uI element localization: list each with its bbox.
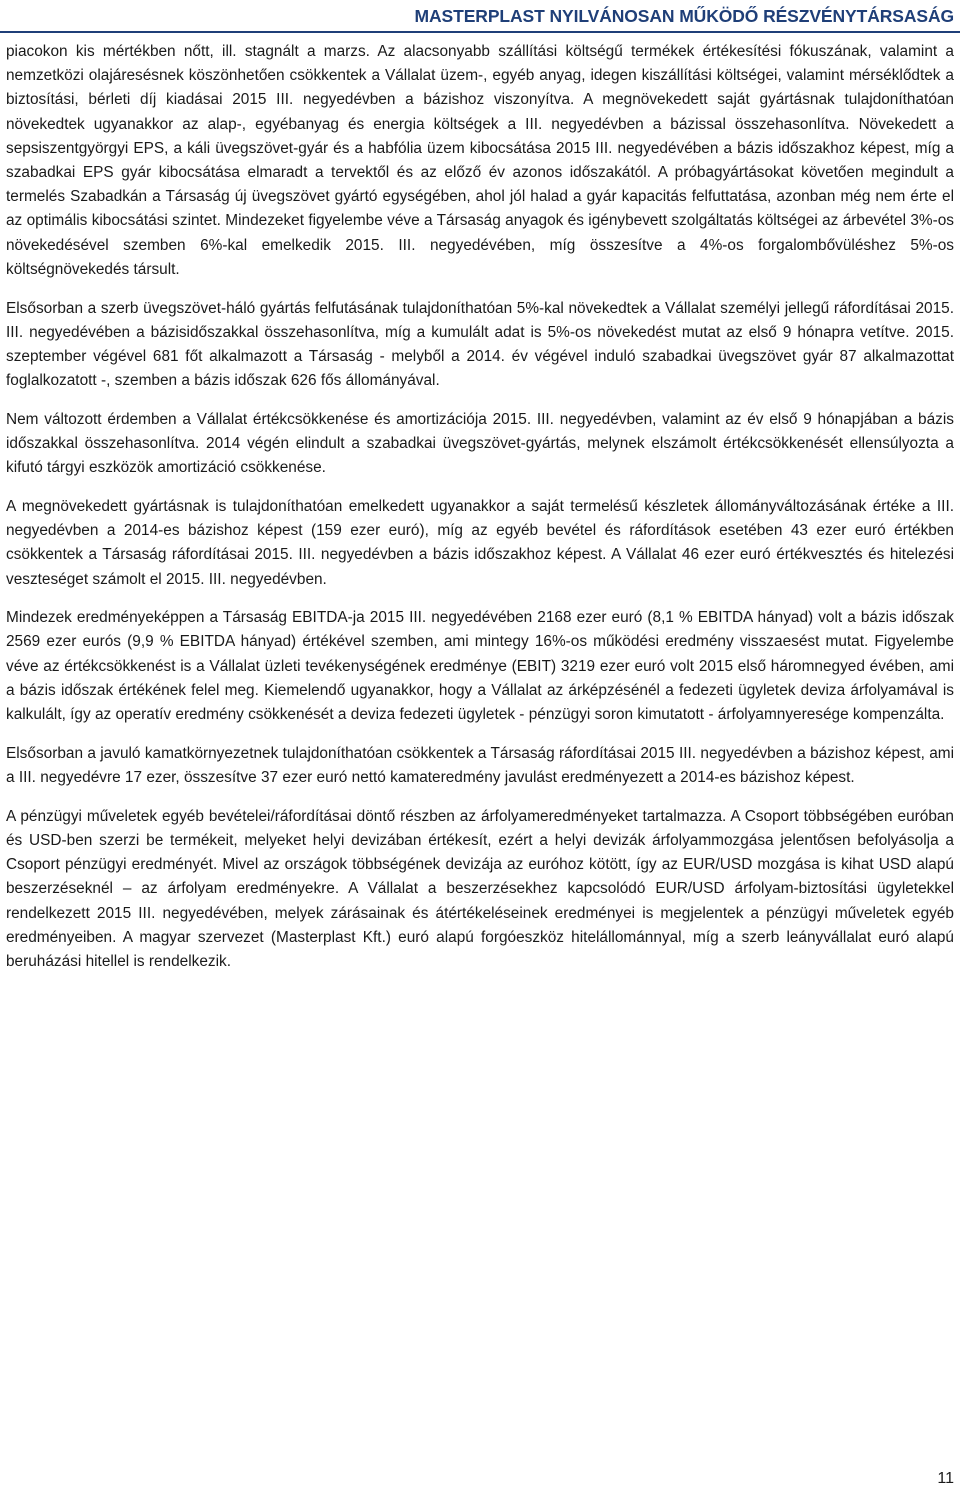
paragraph-depreciation: Nem változott érdemben a Vállalat értékcsökkenése és amortizációja 2015. III. negyedévben, valamint az év első 9 hónapjában a bázis időszakkal összehasonlítva. 2014 végén elindult a szabadkai üvegszövet-gyártás, melynek elszámolt értékcsökkenését ellensúlyozta a kifutó tárgyi eszközök amortizáció csökkenése. <box>6 410 954 477</box>
company-name: MASTERPLAST NYILVÁNOSAN MŰKÖDŐ RÉSZVÉNYTÁRSASÁG <box>414 6 954 26</box>
paragraph-materials-costs: piacokon kis mértékben nőtt, ill. stagnált a marzs. Az alacsonyabb szállítási költségű termékek értékesítési fókuszának, valamint a nemzetközi olajáresésnek köszönhetően csökkentek a Vállalat üzem-, egyéb anyag, idegen kiszállítási költségei, valamint mérséklődtek a biztosítási, bérleti díj kiadásai 2015 III. negyedévben a bázishoz viszonyítva. A megnövekedett saját gyártásnak tulajdoníthatóan növekedtek ugyanakkor az alap-, egyébanyag és energia költségek a III. negyedévben a bázissal összehasonlítva. Növekedett a sepsiszentgyörgyi EPS, a káli üvegszövet-gyár és a habfólia üzem kibocsátása 2015 III. negyedévében a bázis időszakhoz képest, míg a szabadkai EPS gyár kibocsátása elmaradt a tervektől és az előző év azonos időszakától. A próbagyártásokat követően megindult a termelés Szabadkán a Társaság új üvegszövet gyártó egységében, ahol jól halad a gyár kapacitás felfuttatása, azonban még nem érte el az optimális kibocsátási szintet. Mindezeket figyelembe véve a Társaság anyagok és igénybevett szolgáltatás költségei az árbevétel 3%-os növekedésével szemben 6%-kal emelkedik 2015. III. negyedévében, míg összesítve a 4%-os forgalombővüléshez 5%-os költségnövekedés társult. <box>6 43 954 278</box>
paragraph-inventory-change: A megnövekedett gyártásnak is tulajdoníthatóan emelkedett ugyanakkor a saját termelésű készletek állományváltozásának értéke a III. negyedévben a 2014-es bázishoz képest (159 ezer euró), míg az egyéb bevétel és ráfordítások esetében 43 ezer euró értékben csökkentek a Társaság ráfordításai 2015. III. negyedévben a bázis időszakhoz képest. A Vállalat 46 ezer euró értékvesztés és hitelezési veszteséget számolt el 2015. III. negyedévben. <box>6 497 954 588</box>
page-header <box>0 0 960 32</box>
header-rule <box>0 31 960 33</box>
paragraph-financial-operations: A pénzügyi műveletek egyéb bevételei/ráfordításai döntő részben az árfolyameredményeket tartalmazza. A Csoport többségében euróban és USD-ben szerzi be termékeit, melyeket helyi devizában értékesít, ezért a helyi devizák árfolyammozgása jelentősen befolyásolja a Csoport pénzügyi eredményét. Mivel az országok többségének devizája az euróhoz kötött, így az EUR/USD mozgása is kihat USD alapú beszerzéseknél – az árfolyam eredményekre. A Vállalat a beszerzésekhez kapcsolódó EUR/USD árfolyam-biztosítási ügyletekkel rendelkezett 2015 III. negyedévében, melyek zárásainak és átértékeléseinek eredményei is megjelentek a pénzügyi műveletek egyéb eredményeiben. A magyar szervezet (Masterplast Kft.) euró alapú forgóeszköz hitelállománnyal, míg a szerb leányvállalat euró alapú beruházási hitellel is rendelkezik. <box>6 807 954 970</box>
page-number: 11 <box>937 1470 954 1487</box>
paragraph-personnel-costs: Elsősorban a szerb üvegszövet-háló gyártás felfutásának tulajdoníthatóan 5%-kal növekedtek a Vállalat személyi jellegű ráfordításai 2015. III. negyedévében a bázisidőszakkal összehasonlítva, míg a kumulált adat is 5%-os növekedést mutat az első 9 hónapra vetítve. 2015. szeptember végével 681 főt alkalmazott a Társaság - melyből a 2014. év végével induló szabadkai üvegszövet gyár 87 alkalmazottat foglalkozatott -, szemben a bázis időszak 626 fős állományával. <box>6 299 954 390</box>
document-body <box>6 40 954 989</box>
paragraph-ebitda: Mindezek eredményeképpen a Társaság EBITDA-ja 2015 III. negyedévében 2168 ezer euró (8,1 % EBITDA hányad) volt a bázis időszak 2569 ezer eurós (9,9 % EBITDA hányad) értékével szemben, ami mintegy 16%-os működési eredmény visszaesést mutat. Figyelembe véve az értékcsökkenést is a Vállalat üzleti tevékenységének eredménye (EBIT) 3219 ezer euró volt 2015 első háromnegyed évében, ami a bázis időszak értékének felel meg. Kiemelendő ugyanakkor, hogy a Vállalat az árképzésénél a fedezeti ügyletek deviza árfolyamával is kalkulált, így az operatív eredmény csökkenését a deviza fedezeti ügyletek - pénzügyi soron kimutatott - árfolyamnyeresége kompenzálta. <box>6 609 954 724</box>
paragraph-interest: Elsősorban a javuló kamatkörnyezetnek tulajdoníthatóan csökkentek a Társaság ráfordításai 2015 III. negyedévben a bázishoz képest, ami a III. negyedévre 17 ezer, összesítve 37 ezer euró nettó kamateredmény javulást eredményezett a 2014-es bázishoz képest. <box>6 744 954 786</box>
